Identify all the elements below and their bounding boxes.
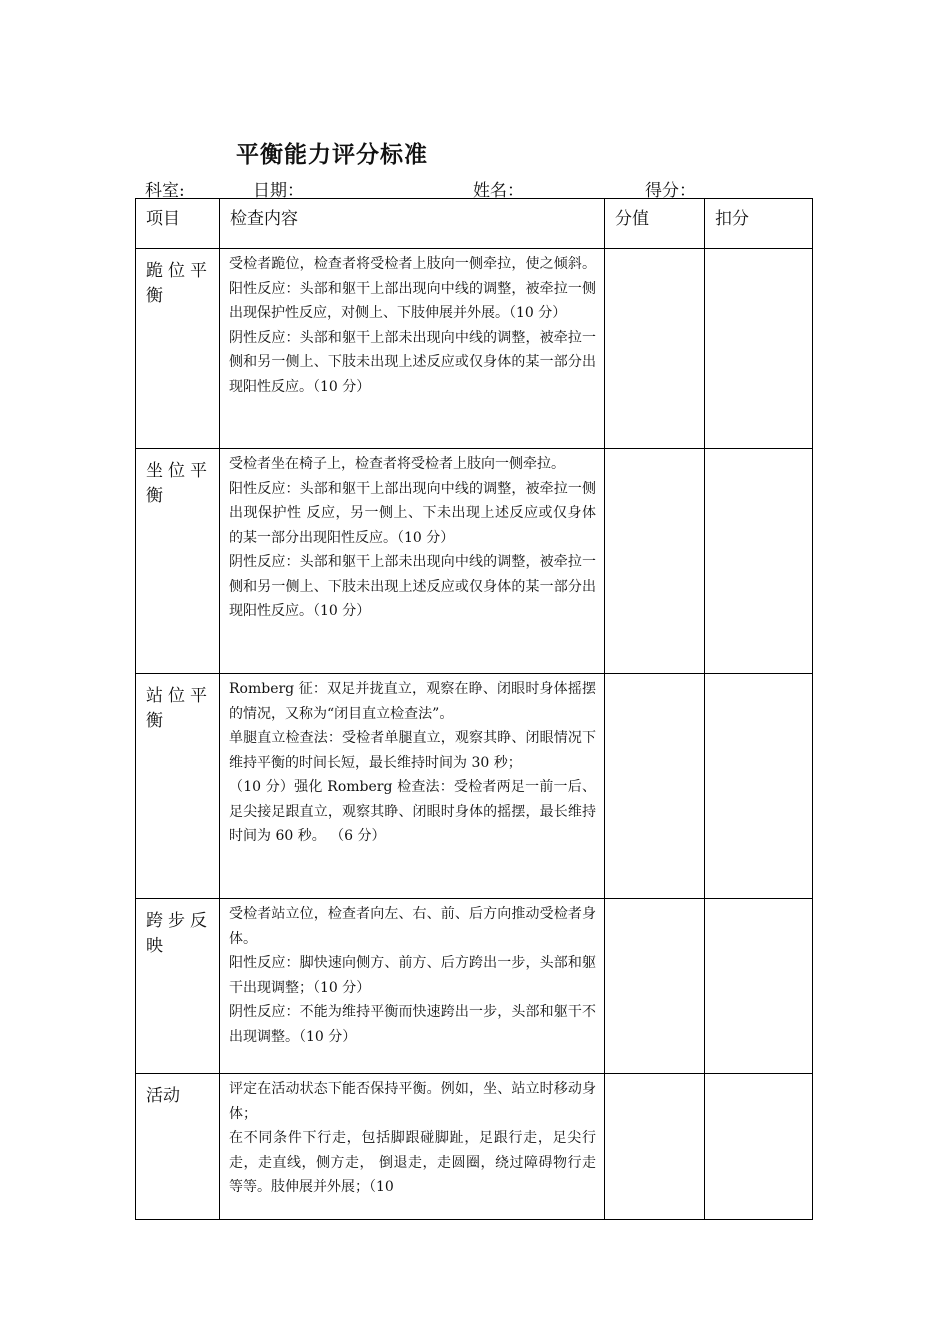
- table-row: [136, 674, 813, 899]
- deduction-cell[interactable]: [705, 249, 813, 449]
- deduction-cell[interactable]: [705, 899, 813, 1074]
- points-cell[interactable]: [605, 449, 705, 674]
- table-row: [136, 899, 813, 1074]
- points-cell[interactable]: [605, 899, 705, 1074]
- content-paragraph: 阴性反应：不能为维持平衡而快速跨出一步，头部和躯干不出现调整。（10 分）: [229, 1004, 596, 1045]
- header-content: 检查内容: [220, 199, 605, 249]
- header-deduction: 扣分: [705, 199, 813, 249]
- row-item-sitting-balance: 坐位平衡: [136, 449, 220, 674]
- deduction-cell[interactable]: [705, 1074, 813, 1220]
- content-paragraph: 受检者站立位，检查者向左、右、前、后方向推动受检者身体。: [229, 906, 596, 947]
- table-row: [136, 449, 813, 674]
- row-item-activity: 活动: [136, 1074, 220, 1220]
- row-content: [220, 674, 605, 899]
- points-cell[interactable]: [605, 249, 705, 449]
- content-paragraph: 受检者跪位，检查者将受检者上肢向一侧牵拉，使之倾斜。阳性反应：头部和躯干上部出现向中线的调整，被牵拉一侧出现保护性反应，对侧上、下肢伸展并外展。（10 分）: [229, 256, 596, 321]
- content-paragraph: 阴性反应：头部和躯干上部未出现向中线的调整，被牵拉一侧和另一侧上、下肢未出现上述反应或仅身体的某一部分出现阳性反应。（10 分）: [229, 329, 596, 395]
- department-label: 科室:: [145, 181, 185, 201]
- content-paragraph: 阴性反应：头部和躯干上部未出现向中线的调整，被牵拉一侧和另一侧上、下肢未出现上述反应或仅身体的某一部分出现阳性反应。（10 分）: [229, 554, 596, 619]
- content-paragraph: 阳性反应：脚快速向侧方、前方、后方跨出一步，头部和躯干出现调整；（10 分）: [229, 955, 596, 996]
- row-content: [220, 449, 605, 674]
- content-paragraph: 阳性反应：头部和躯干上部出现向中线的调整，被牵拉一侧出现保护性 反应，另一侧上、下未出现上述反应或仅身体的某一部分出现阳性反应。（10 分）: [229, 480, 596, 546]
- content-paragraph: （10 分）强化 Romberg 检查法：受检者两足一前一后、足尖接足跟直立，观察其睁、闭眼时身体的摇摆，最长维持时间为 60 秒。 （6 分）: [229, 779, 596, 844]
- table-row: [136, 1074, 813, 1220]
- row-item-stepping-reaction: 跨步反映: [136, 899, 220, 1074]
- deduction-cell[interactable]: [705, 449, 813, 674]
- row-item-kneeling-balance: 跪位平衡: [136, 249, 220, 449]
- row-content: [220, 1074, 605, 1220]
- table-row: [136, 249, 813, 449]
- name-label: 姓名：: [473, 181, 524, 201]
- content-paragraph: 在不同条件下行走，包括脚跟碰脚趾，足跟行走，足尖行走，走直线，侧方走， 倒退走，走圆圈，绕过障碍物行走等等。肢伸展并外展；（10: [229, 1130, 596, 1195]
- points-cell[interactable]: [605, 1074, 705, 1220]
- row-content: [220, 249, 605, 449]
- header-item: 项目: [136, 199, 220, 249]
- points-cell[interactable]: [605, 674, 705, 899]
- table-header-row: [136, 199, 813, 249]
- row-content: [220, 899, 605, 1074]
- scoring-table: [135, 198, 813, 1220]
- score-label: 得分：: [645, 181, 696, 201]
- document-title: 平衡能力评分标准: [236, 142, 428, 168]
- deduction-cell[interactable]: [705, 674, 813, 899]
- row-item-standing-balance: 站位平衡: [136, 674, 220, 899]
- content-paragraph: 单腿直立检查法：受检者单腿直立，观察其睁、闭眼情况下维持平衡的时间长短，最长维持时间为 30 秒；: [229, 730, 596, 771]
- content-paragraph: 受检者坐在椅子上，检查者将受检者上肢向一侧牵拉。: [229, 456, 565, 472]
- header-points: 分值: [605, 199, 705, 249]
- date-label: 日期：: [253, 181, 304, 201]
- content-paragraph: 评定在活动状态下能否保持平衡。例如，坐、站立时移动身体；: [229, 1081, 596, 1122]
- content-paragraph: Romberg 征：双足并拢直立，观察在睁、闭眼时身体摇摆的情况，又称为“闭目直立检查法”。: [229, 681, 596, 722]
